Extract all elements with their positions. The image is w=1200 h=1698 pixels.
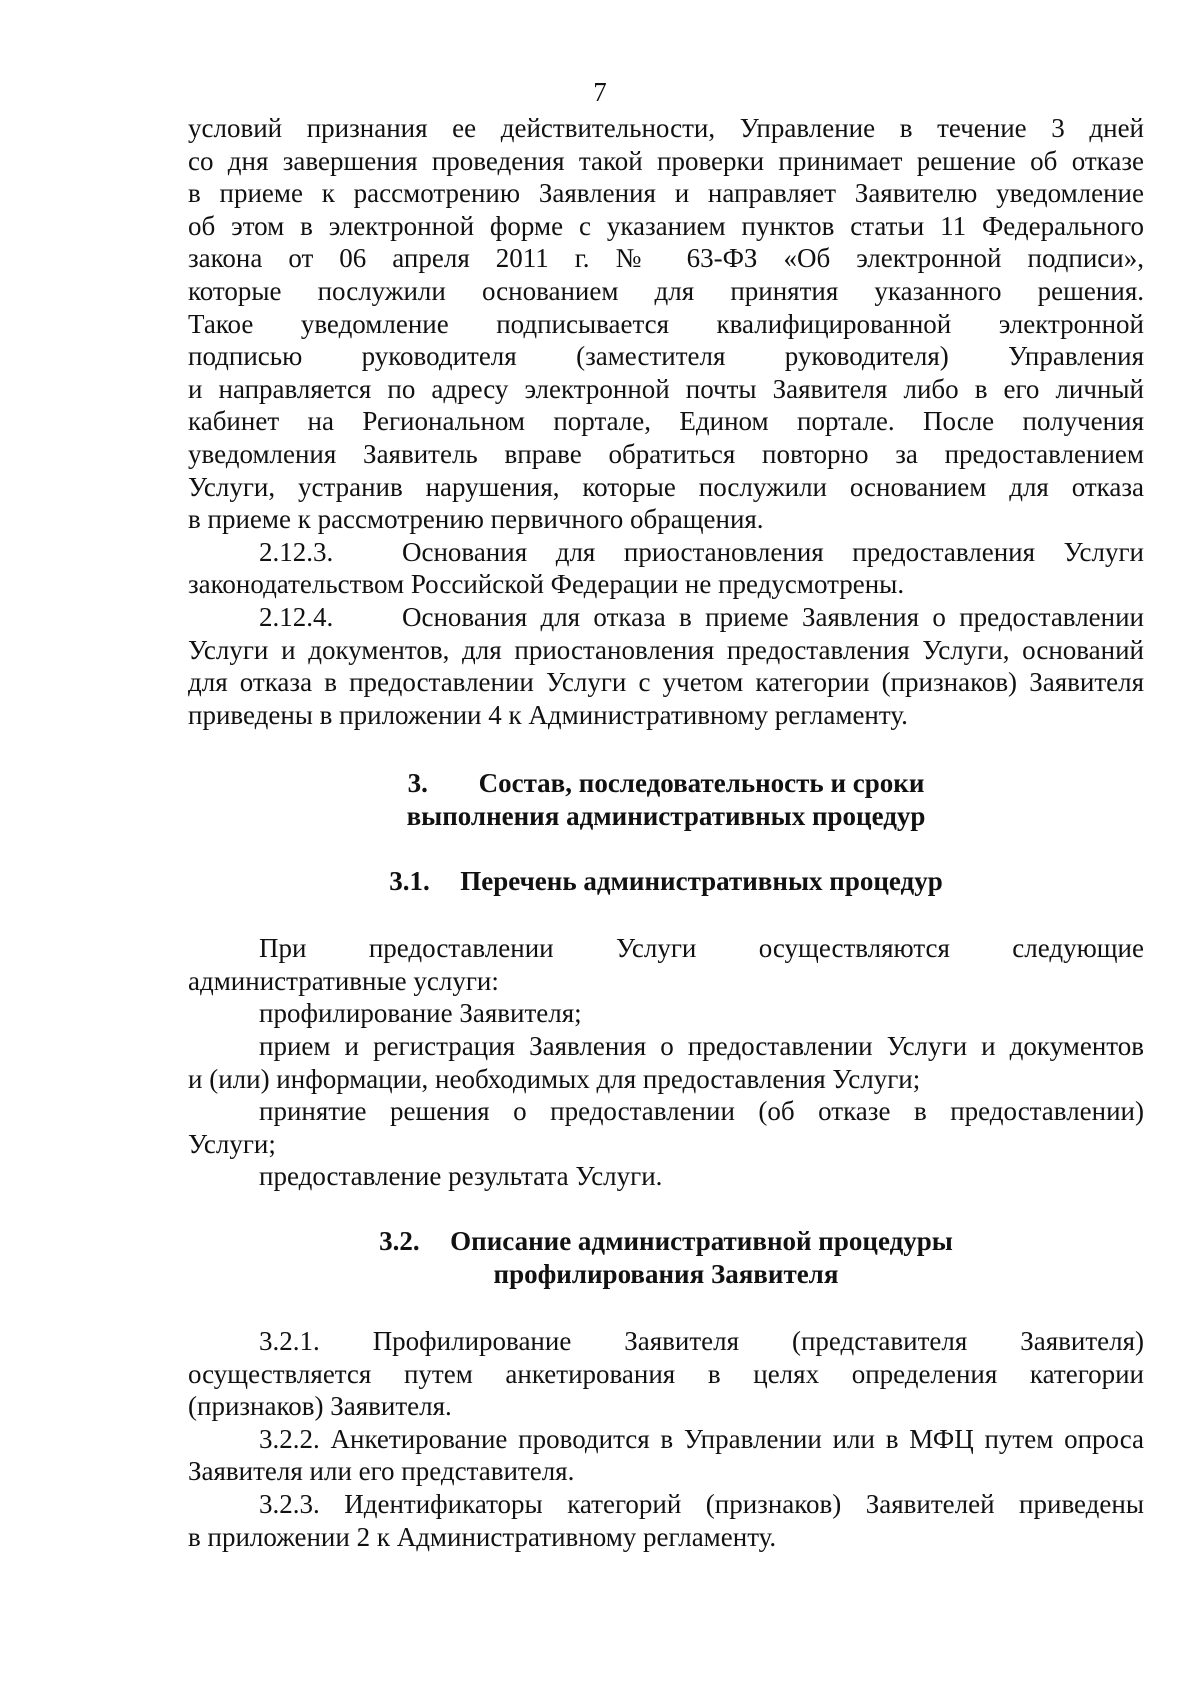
section-3-1-heading [188,865,1144,898]
text-line: в приеме к рассмотрению Заявления и направляет Заявителю уведомление [188,178,1144,209]
text-line: и направляется по адресу электронной почты Заявителя либо в его личный [188,373,1144,404]
section-number: 3.1. [389,866,430,897]
text-line: подписью руководителя (заместителя руководителя) Управления [188,341,1144,372]
section-3-2-heading [188,1225,1144,1291]
clause-3-2-3 [188,1488,1144,1553]
text-line: в приеме к рассмотрению первичного обращения. [188,504,764,535]
text-line: со дня завершения проведения такой проверки принимает решение об отказе [188,145,1144,176]
text-line: об этом в электронной форме с указанием пунктов статьи 11 Федерального [188,210,1144,241]
paragraph-continuation [188,112,1144,536]
clause-text: Основания для приостановления предоставления Услуги [402,536,1144,567]
text-line: (признаков) Заявителя. [188,1391,452,1422]
clause-first-line [188,536,1144,569]
section-title: Описание административной процедуры [450,1226,953,1257]
text-line: законодательством Российской Федерации не предусмотрены. [188,569,905,600]
text-line: приведены в приложении 4 к Административному регламенту. [188,699,908,730]
clause-first-line [188,601,1144,634]
list-item: прием и регистрация Заявления о предоставлении Услуги и документов [259,1031,1144,1062]
list-item: предоставление результата Услуги. [259,1161,663,1192]
section-number: 3. [407,768,428,799]
page-number: 7 [593,77,607,107]
clause-first-line: 3.2.2. Анкетирование проводится в Управлении или в МФЦ путем опроса [259,1423,1144,1454]
clause-2-12-3 [188,536,1144,601]
section-title: Состав, последовательность и сроки [478,768,925,799]
procedure-list [188,997,1144,1193]
text-line: в приложении 2 к Административному регламенту. [188,1521,777,1552]
section-3-heading [188,767,1144,833]
text-line: для отказа в предоставлении Услуги с учетом категории (признаков) Заявителя [188,667,1144,698]
clause-2-12-4 [188,601,1144,731]
heading-line [188,1225,1144,1258]
clause-number: 2.12.4. [259,601,334,632]
clause-text: Основания для отказа в приеме Заявления о предоставлении [402,601,1144,632]
list-item-continuation: Услуги; [188,1128,276,1159]
text-line: уведомления Заявитель вправе обратиться повторно за предоставлением [188,438,1144,469]
list-item: профилирование Заявителя; [259,998,582,1029]
heading-line: выполнения административных процедур [406,801,926,832]
clause-3-2-1 [188,1325,1144,1423]
list-item: принятие решения о предоставлении (об отказе в предоставлении) [259,1096,1144,1127]
document-body [188,112,1144,1553]
text-line: Заявителя или его представителя. [188,1456,575,1487]
section-title: Перечень административных процедур [460,866,943,897]
text-line: которые послужили основанием для принятия указанного решения. [188,275,1144,306]
heading-line [188,767,1144,800]
text-line: условий признания ее действительности, Управление в течение 3 дней [188,113,1144,143]
clause-3-2-2 [188,1423,1144,1488]
text-line: закона от 06 апреля 2011 г. № 63-ФЗ «Об электронной подписи», [188,243,1144,274]
section-3-1-intro [188,932,1144,997]
text-line: При предоставлении Услуги осуществляются следующие [259,933,1144,964]
text-line: осуществляется путем анкетирования в целях определения категории [188,1358,1144,1389]
heading-line: профилирования Заявителя [493,1259,839,1290]
clause-first-line: 3.2.1. Профилирование Заявителя (представителя Заявителя) [259,1326,1144,1357]
clause-number: 2.12.3. [259,536,334,567]
list-item-continuation: и (или) информации, необходимых для предоставления Услуги; [188,1063,921,1094]
section-number: 3.2. [379,1226,420,1257]
text-line: Услуги, устранив нарушения, которые послужили основанием для отказа [188,471,1144,502]
clause-first-line: 3.2.3. Идентификаторы категорий (признаков) Заявителей приведены [259,1489,1144,1519]
text-line: административные услуги: [188,965,499,996]
text-line: Такое уведомление подписывается квалифицированной электронной [188,308,1144,339]
text-line: кабинет на Региональном портале, Едином портале. После получения [188,406,1144,437]
text-line: Услуги и документов, для приостановления предоставления Услуги, оснований [188,634,1144,665]
